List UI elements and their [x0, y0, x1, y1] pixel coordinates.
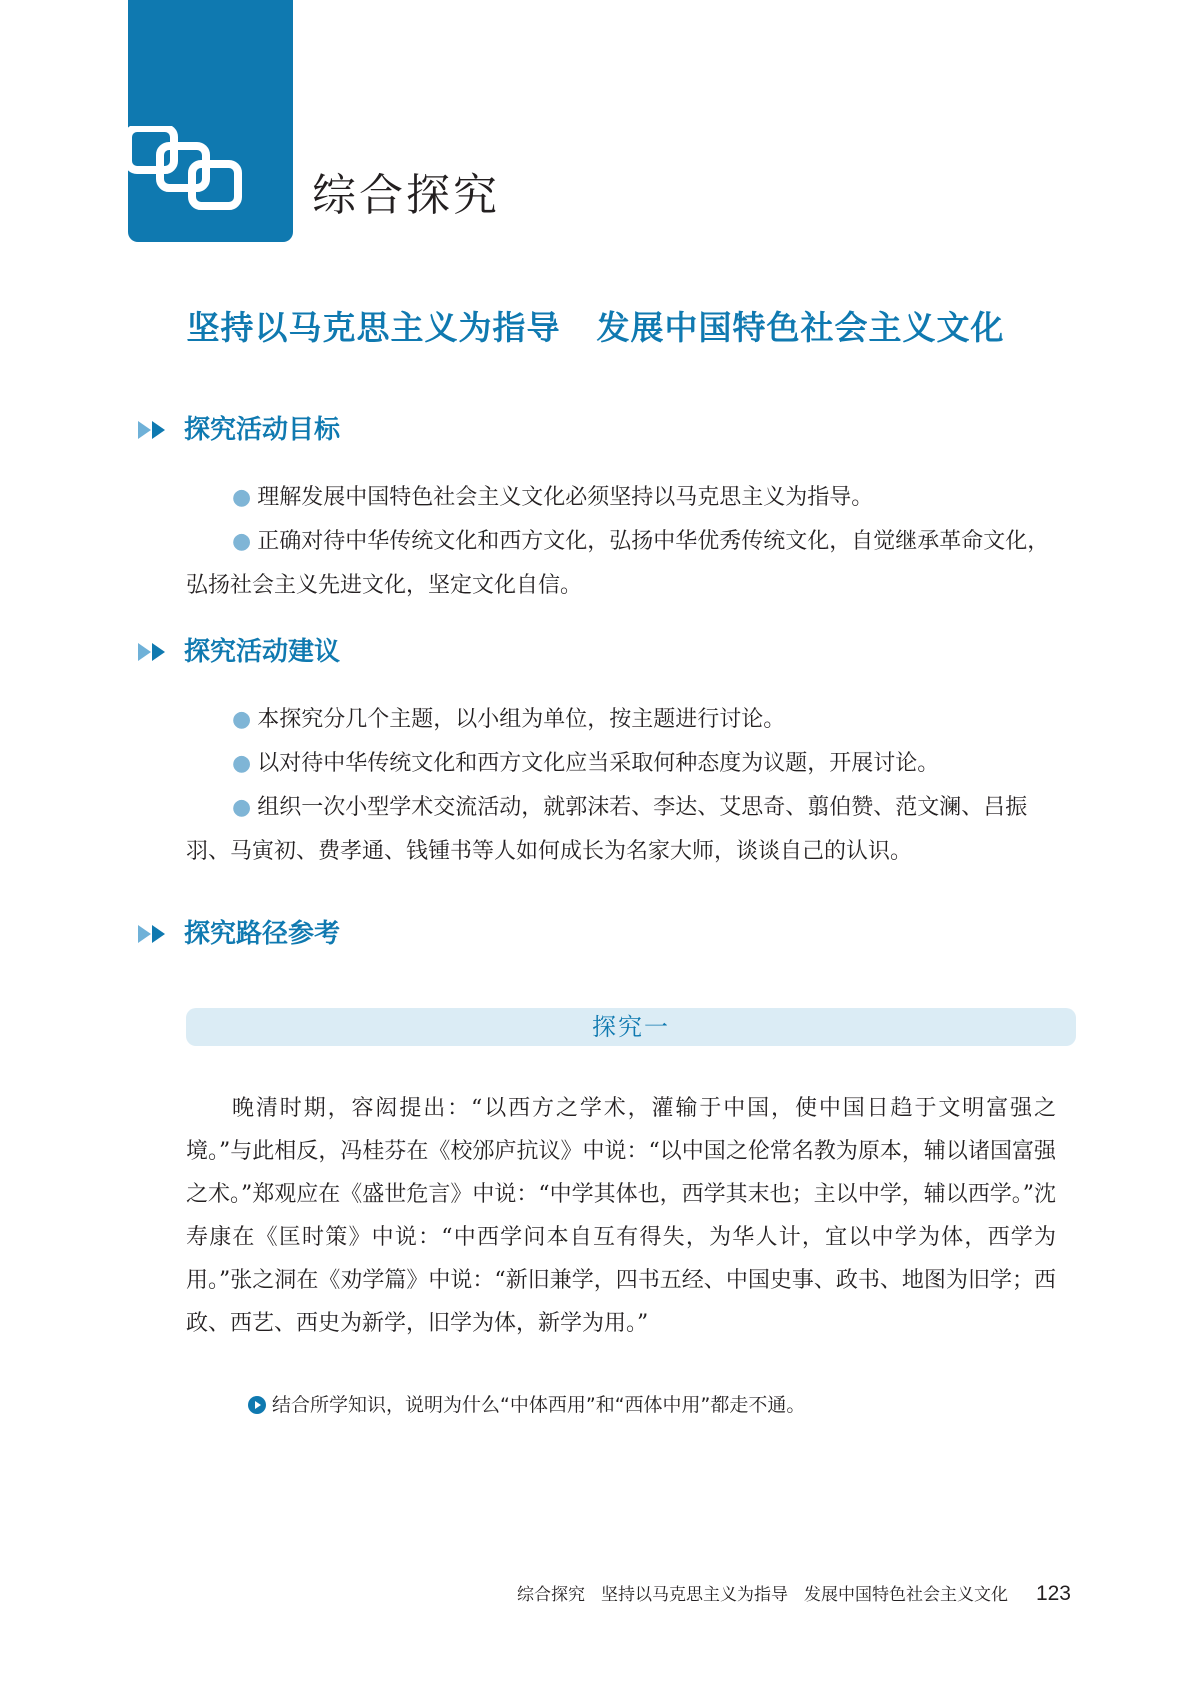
paragraph: ● 组织一次小型学术交流活动，就郭沫若、李达、艾思奇、翦伯赞、范文澜、吕振羽、马寅初、费孝通、钱锺书等人如何成长为名家大师，谈谈自己的认识。	[186, 795, 1028, 864]
footer-part2: 发展中国特色社会主义文化	[803, 1585, 1008, 1605]
section-heading-label: 探究活动建议	[184, 637, 341, 667]
double-arrow-icon	[138, 420, 172, 440]
double-arrow-icon	[138, 924, 172, 944]
page-footer	[517, 1580, 1071, 1609]
paragraph: ● 理解发展中国特色社会主义文化必须坚持以马克思主义为指导。	[232, 485, 874, 510]
bullet-dot-icon: ●	[232, 529, 252, 554]
bullet-dot-icon: ●	[232, 707, 252, 732]
page-title-part1: 坚持以马克思主义为指导	[186, 308, 561, 347]
bullet-dot-icon: ●	[232, 795, 252, 820]
bullet-dot-icon: ●	[232, 751, 252, 776]
footer-part1: 坚持以马克思主义为指导	[600, 1585, 788, 1605]
footer-chapter: 综合探究	[516, 1585, 585, 1605]
paragraph: ● 正确对待中华传统文化和西方文化，弘扬中华优秀传统文化，自觉继承革命文化，弘扬社会主义先进文化，坚定文化自信。	[186, 529, 1050, 598]
double-arrow-icon	[138, 642, 172, 662]
section-heading-label: 探究路径参考	[184, 919, 341, 949]
chapter-banner	[128, 0, 293, 242]
page-title	[0, 306, 1191, 350]
paragraph: ● 本探究分几个主题，以小组为单位，按主题进行讨论。	[232, 707, 786, 732]
page-number: 123	[1035, 1582, 1071, 1605]
explore-body-text: 晚清时期，容闳提出：“以西方之学术，灌输于中国，使中国日趋于文明富强之境。”与此相反，冯桂芬在《校邠庐抗议》中说：“以中国之伦常名教为原本，辅以诸国富强之术。”郑观应在《盛世危言》中说：“中学其体也，西学其末也；主以中学，辅以西学。”沈寿康在《匡时策》中说：“中西学问本自互有得失，为华人计，宜以中学为体，西学为用。”张之洞在《劝学篇》中说：“新旧兼学，四书五经、中国史事、政书、地图为旧学；西政、西艺、西史为新学，旧学为体，新学为用。”	[186, 1096, 1056, 1336]
paragraph: ● 以对待中华传统文化和西方文化应当采取何种态度为议题，开展讨论。	[232, 751, 940, 776]
question-text: 结合所学知识，说明为什么“中体西用”和“西体中用”都走不通。	[272, 1394, 806, 1416]
section-heading-label: 探究活动目标	[184, 415, 341, 445]
page-title-part2: 发展中国特色社会主义文化	[596, 308, 1005, 347]
explore-title-bar	[186, 1008, 1076, 1046]
chapter-title: 综合探究	[312, 170, 500, 221]
linked-squares-icon	[128, 126, 293, 216]
bullet-dot-icon: ●	[232, 485, 252, 510]
explore-title: 探究一	[592, 1013, 670, 1041]
play-circle-icon	[248, 1396, 266, 1414]
